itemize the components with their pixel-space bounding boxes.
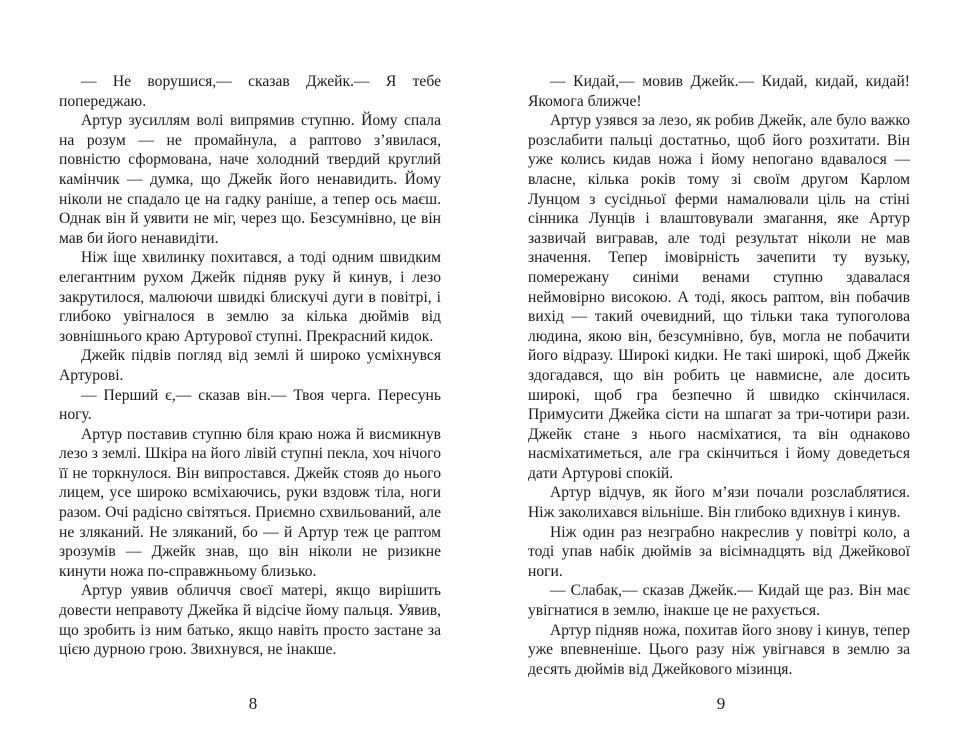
paragraph: — Перший є,— сказав він.— Твоя черга. Пересунь ногу.	[59, 386, 441, 424]
paragraph: Ніж іще хвилинку похитався, а тоді одним швидким елегантним рухом Джейк підняв руку й кинув, і лезо закрутилося, малюючи швидкі блискучі дуги в повітрі, і глибоко увігналося в землю за кілька дюймів від зовнішнього краю Артурової ступні. Прекрасний кидок.	[59, 249, 441, 345]
page-number-right: 9	[716, 694, 726, 713]
paragraph: Артур уявив обличчя своєї матері, якщо вирішить довести неправоту Джейка й відсіче йому пальця. Уявив, що зробить із ним батько, якщо навіть просто застане за цією дурною грою. Звихнувся, не інакше.	[59, 582, 441, 659]
paragraph: Джейк підвів погляд від землі й широко усміхнувся Артурові.	[59, 347, 441, 384]
paragraph: Артур поставив ступню біля краю ножа й висмикнув лезо з землі. Шкіра на його лівій ступні пекла, хоч нічого її не торкнулося. Він випростався. Джейк стояв до нього лицем, усе широко всміхаючись, руки вздовж тіла, ноги разом. Очі радісно світяться. Приємно схвильований, але не зляканий. Не зляканий, бо — й Артур теж це раптом зрозумів — Джейк знав, що він ніколи не ризикне кинути ножа по-справжньому близько.	[59, 425, 441, 580]
page-number-left: 8	[248, 694, 258, 713]
paragraph: — Слабак,— сказав Джейк.— Кидай ще раз. Він має увігнатися в землю, інакше це не рахується.	[528, 582, 910, 620]
paragraph: Артур узявся за лезо, як робив Джейк, але було важко розслабити пальці достатньо, щоб його розхитати. Він уже колись кидав ножа і йому непогано вдавалося — власне, кілька років тому зі своїм другом Карлом Лунцом з сусідньої ферми намалювали ціль на стіні сінника Лунців і влаштовували змагання, яке Артур зазвичай вигравав, але тоді результат ніколи не мав значення. Тепер імовірність зачепити ту вузьку, помережану синіми венами ступню здавалася неймовірно високою. А тоді, якось раптом, він побачив вихід — такий очевидний, що тільки така тупоголова людина, якою він, безсумнівно, був, могла не побачити його відразу. Широкі кидки. Не такі широкі, щоб Джейк здогадався, що він робить це навмисне, але досить широкі, щоб гра безпечно й швидко скінчилася. Примусити Джейка сісти на шпагат за три-чотири рази. Джейк стане з нього насміхатися, та він однаково насміхатиметься, але гра скінчиться і йому доведеться дати Артурові спокій.	[528, 112, 910, 482]
paragraph: — Кидай,— мовив Джейк.— Кидай, кидай, кидай! Якомога ближче!	[528, 73, 910, 110]
paragraph: Артур відчув, як його м’язи почали розслаблятися. Ніж заколихався вільніше. Він глибоко вдихнув і кинув.	[528, 484, 910, 522]
left-page	[59, 72, 441, 660]
paragraph: Артур зусиллям волі випрямив ступню. Йому спала на розум — не промайнула, а раптово з’явилася, повністю сформована, наче холодний твердий круглий камінчик — думка, що Джейк його ненавидить. Йому ніколи не спадало це на гадку раніше, а тепер ось маєш. Однак він й уявити не міг, через що. Безсумнівно, це він мав би його ненавидіти.	[59, 112, 441, 247]
paragraph: — Не ворушися,— сказав Джейк.— Я тебе попереджаю.	[59, 73, 441, 110]
paragraph: Артур підняв ножа, похитав його знову і кинув, тепер уже впевненіше. Цього разу ніж увігнався в землю за десять дюймів від Джейкового мізинця.	[528, 621, 910, 678]
right-page	[528, 72, 910, 679]
paragraph: Ніж один раз незграбно накреслив у повітрі коло, а тоді упав набік дюймів за вісімнадцять від Джейкової ноги.	[528, 523, 910, 580]
